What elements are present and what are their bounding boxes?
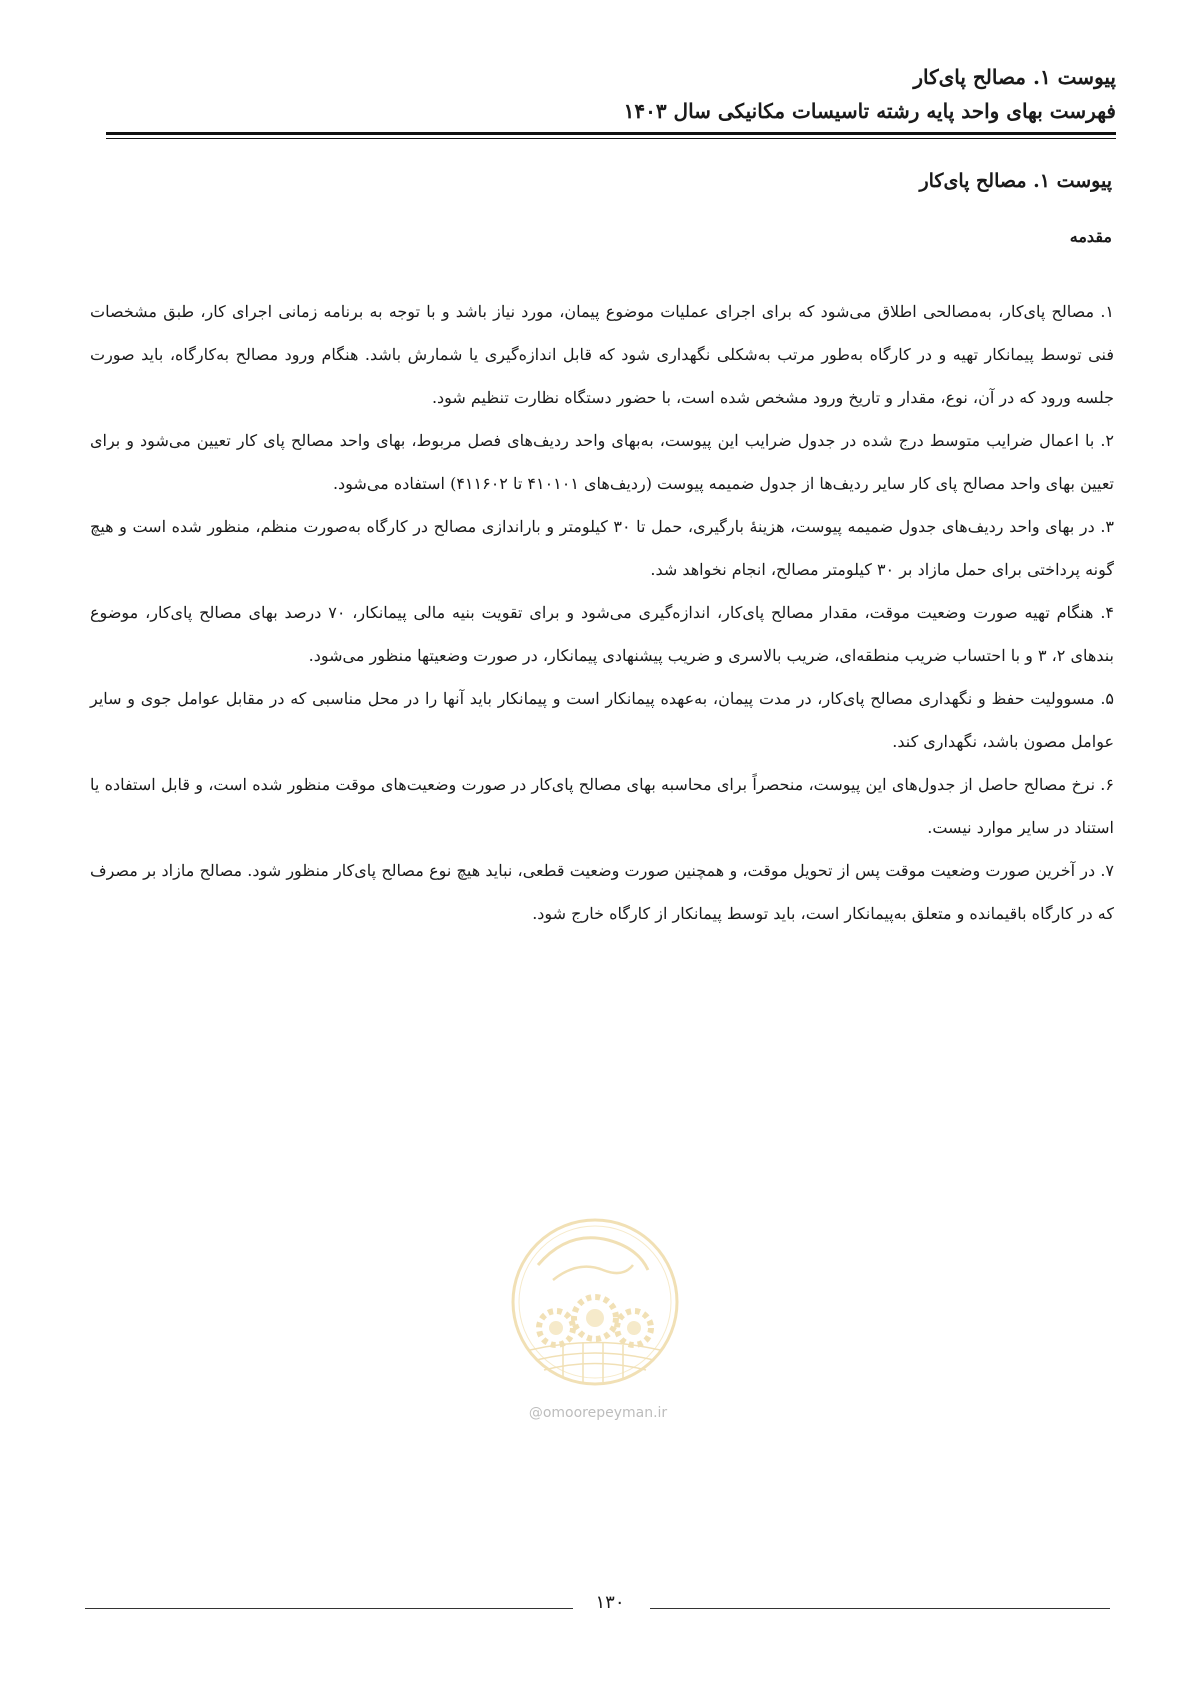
footer-rule-left	[85, 1608, 573, 1609]
body-text	[90, 290, 1114, 935]
paragraph-4: ۴. هنگام تهیه صورت وضعیت موقت، مقدار مصالح پای‌کار، اندازه‌گیری می‌شود و برای تقویت بنیه مالی پیمانکار، ۷۰ درصد بهای مصالح پای‌کار، موضوع بندهای ۲، ۳ و با احتساب ضریب منطقه‌ای، ضریب بالاسری و ضریب پیشنهادی پیمانکار، در صورت وضعیتها منظور می‌شود.	[90, 603, 1115, 665]
paragraph-3: ۳. در بهای واحد ردیف‌های جدول ضمیمه پیوست، هزینهٔ بارگیری، حمل تا ۳۰ کیلومتر و باراندازی مصالح در کارگاه به‌صورت منظم، منظور شده است و هیچ گونه پرداختی برای حمل مازاد بر ۳۰ کیلومتر مصالح، انجام نخواهد شد.	[90, 517, 1115, 579]
header-document-title: فهرست بهای واحد پایه رشته تاسیسات مکانیکی سال ۱۴۰۳	[623, 99, 1116, 123]
paragraph-6: ۶. نرخ مصالح حاصل از جدول‌های این پیوست، منحصراً برای محاسبه بهای مصالح پای‌کار در صورت وضعیت‌های موقت منظور شده است، و قابل استفاده یا استناد در سایر موارد نیست.	[90, 775, 1114, 837]
introduction-heading: مقدمه	[1069, 227, 1112, 246]
page-number: ۱۳۰	[595, 1592, 625, 1613]
running-header	[106, 60, 1116, 128]
paragraph-7: ۷. در آخرین صورت وضعیت موقت پس از تحویل موقت، و همچنین صورت وضعیت قطعی، نباید هیچ نوع مصالح پای‌کار منظور شود. مصالح مازاد بر مصرف که در کارگاه باقیمانده و متعلق به‌پیمانکار است، باید توسط پیمانکار از کارگاه خارج شود.	[90, 861, 1114, 923]
watermark-emblem-icon	[508, 1210, 683, 1400]
header-appendix-title: پیوست ۱. مصالح پای‌کار	[913, 65, 1116, 89]
footer-rule-right	[650, 1608, 1110, 1609]
watermark-logo	[508, 1210, 683, 1400]
section-title: پیوست ۱. مصالح پای‌کار	[919, 170, 1112, 192]
header-rule-thick	[106, 132, 1116, 135]
paragraph-2: ۲. با اعمال ضرایب متوسط درج شده در جدول ضرایب این پیوست، به‌بهای واحد ردیف‌های فصل مربوط، بهای واحد مصالح پای کار تعیین می‌شود و برای تعیین بهای واحد مصالح پای کار سایر ردیف‌ها از جدول ضمیمه پیوست (ردیف‌های ۴۱۰۱۰۱ تا ۴۱۱۶۰۲) استفاده می‌شود.	[90, 431, 1114, 493]
paragraph-5: ۵. مسوولیت حفظ و نگهداری مصالح پای‌کار، در مدت پیمان، به‌عهده پیمانکار است و پیمانکار باید آنها را در محل مناسبی که در مقابل عوامل جوی و سایر عوامل مصون باشد، نگهداری کند.	[90, 689, 1114, 751]
watermark-url: @omoorepeyman.ir	[528, 1405, 668, 1421]
header-rule-thin	[106, 138, 1116, 139]
paragraph-1: ۱. مصالح پای‌کار، به‌مصالحی اطلاق می‌شود که برای اجرای عملیات موضوع پیمان، مورد نیاز باشد و با توجه به برنامه زمانی اجرای کار، طبق مشخصات فنی توسط پیمانکار تهیه و در کارگاه به‌طور مرتب به‌شکلی نگهداری شود که قابل اندازه‌گیری یا شمارش باشد. هنگام ورود مصالح به‌کارگاه، باید صورت جلسه ورود که در آن، نوع، مقدار و تاریخ ورود مشخص شده است، با حضور دستگاه نظارت تنظیم شود.	[90, 302, 1114, 407]
